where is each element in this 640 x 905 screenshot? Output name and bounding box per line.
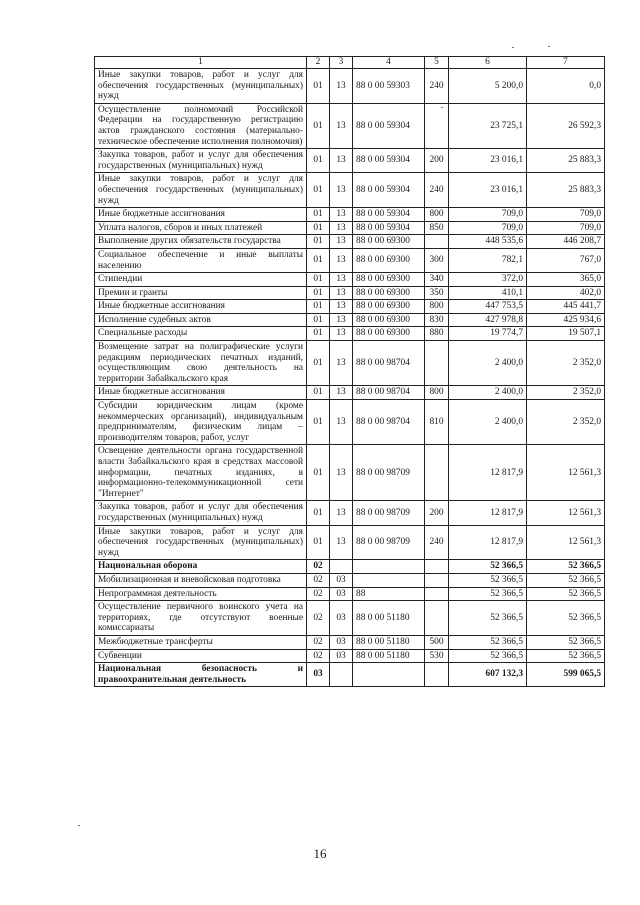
amount-year-2-cell: 25 883,3 — [527, 149, 605, 173]
amount-year-2-cell: 52 366,5 — [527, 587, 605, 601]
amount-year-2-cell: 767,0 — [527, 248, 605, 272]
expense-type-cell: 350 — [425, 286, 449, 300]
table-body — [95, 69, 605, 687]
amount-year-1-cell: 709,0 — [449, 208, 527, 222]
table-row — [95, 286, 605, 300]
amount-year-2-cell: 709,0 — [527, 208, 605, 222]
row-name-cell: Национальная безопасность и правоохранительная деятельность — [95, 663, 307, 687]
row-name-cell: Возмещение затрат на полиграфические услуги редакциям периодических печатных изданий, осуществляющим свою деятельность на территории Забайкальского края — [95, 341, 307, 386]
expense-type-cell — [425, 341, 449, 386]
subsection-code-cell: 13 — [330, 327, 353, 341]
amount-year-1-cell: 52 366,5 — [449, 573, 527, 587]
row-name-cell: Выполнение других обязательств государства — [95, 235, 307, 249]
expense-type-cell — [425, 560, 449, 574]
table-row — [95, 273, 605, 287]
scan-speck — [441, 107, 443, 108]
section-code-cell: 01 — [307, 341, 330, 386]
amount-year-2-cell: 2 352,0 — [527, 341, 605, 386]
amount-year-2-cell: 446 208,7 — [527, 235, 605, 249]
target-article-cell: 88 0 00 59304 — [353, 103, 425, 148]
row-name-cell: Иные бюджетные ассигнования — [95, 208, 307, 222]
table-row — [95, 649, 605, 663]
expense-type-cell — [425, 103, 449, 148]
amount-year-1-cell: 52 366,5 — [449, 635, 527, 649]
amount-year-2-cell: 445 441,7 — [527, 300, 605, 314]
row-name-cell: Иные закупки товаров, работ и услуг для обеспечения государственных (муниципальных) нужд — [95, 173, 307, 208]
row-name-cell: Социальное обеспечение и иные выплаты населению — [95, 248, 307, 272]
amount-year-2-cell: 425 934,6 — [527, 313, 605, 327]
column-header: 7 — [527, 57, 605, 69]
target-article-cell: 88 — [353, 587, 425, 601]
expense-type-cell: 800 — [425, 300, 449, 314]
row-name-cell: Стипендии — [95, 273, 307, 287]
amount-year-1-cell: 52 366,5 — [449, 587, 527, 601]
row-name-cell: Премии и гранты — [95, 286, 307, 300]
row-name-cell: Межбюджетные трансферты — [95, 635, 307, 649]
table-row — [95, 235, 605, 249]
expense-type-cell: 800 — [425, 386, 449, 400]
expense-type-cell — [425, 445, 449, 501]
target-article-cell — [353, 663, 425, 687]
expense-type-cell: 240 — [425, 525, 449, 560]
expense-type-cell: 300 — [425, 248, 449, 272]
target-article-cell: 88 0 00 98704 — [353, 386, 425, 400]
budget-table — [94, 56, 605, 687]
amount-year-2-cell: 19 507,1 — [527, 327, 605, 341]
table-row — [95, 573, 605, 587]
row-name-cell: Освещение деятельности органа государственной власти Забайкальского края в средствах массовой информации, печатных изданиях, в информационно-телекоммуникационной сети "Интернет" — [95, 445, 307, 501]
row-name-cell: Осуществление первичного воинского учета на территориях, где отсутствуют военные комиссариаты — [95, 601, 307, 636]
section-code-cell: 01 — [307, 445, 330, 501]
section-code-cell: 01 — [307, 248, 330, 272]
table-row — [95, 103, 605, 148]
section-code-cell: 02 — [307, 573, 330, 587]
scan-speck — [548, 46, 550, 47]
section-code-cell: 02 — [307, 587, 330, 601]
amount-year-2-cell: 365,0 — [527, 273, 605, 287]
target-article-cell: 88 0 00 69300 — [353, 313, 425, 327]
subsection-code-cell: 13 — [330, 103, 353, 148]
subsection-code-cell: 13 — [330, 445, 353, 501]
amount-year-2-cell: 402,0 — [527, 286, 605, 300]
scan-speck — [78, 825, 80, 826]
subsection-code-cell: 03 — [330, 587, 353, 601]
section-code-cell: 01 — [307, 173, 330, 208]
section-code-cell: 02 — [307, 601, 330, 636]
row-name-cell: Иные бюджетные ассигнования — [95, 386, 307, 400]
section-code-cell: 01 — [307, 386, 330, 400]
target-article-cell: 88 0 00 69300 — [353, 235, 425, 249]
amount-year-2-cell: 599 065,5 — [527, 663, 605, 687]
expense-type-cell — [425, 601, 449, 636]
target-article-cell — [353, 560, 425, 574]
target-article-cell: 88 0 00 59303 — [353, 69, 425, 104]
table-row — [95, 445, 605, 501]
section-code-cell: 01 — [307, 286, 330, 300]
expense-type-cell — [425, 573, 449, 587]
expense-type-cell: 240 — [425, 173, 449, 208]
section-code-cell: 01 — [307, 235, 330, 249]
row-name-cell: Закупка товаров, работ и услуг для обеспечения государственных (муниципальных) нужд — [95, 501, 307, 525]
subsection-code-cell: 13 — [330, 208, 353, 222]
row-name-cell: Закупка товаров, работ и услуг для обеспечения государственных (муниципальных) нужд — [95, 149, 307, 173]
expense-type-cell: 340 — [425, 273, 449, 287]
amount-year-2-cell: 25 883,3 — [527, 173, 605, 208]
table-row — [95, 221, 605, 235]
subsection-code-cell: 13 — [330, 149, 353, 173]
section-code-cell: 01 — [307, 103, 330, 148]
subsection-code-cell: 13 — [330, 525, 353, 560]
amount-year-1-cell: 372,0 — [449, 273, 527, 287]
subsection-code-cell — [330, 663, 353, 687]
target-article-cell: 88 0 00 59304 — [353, 149, 425, 173]
expense-type-cell: 500 — [425, 635, 449, 649]
row-name-cell: Субсидии юридическим лицам (кроме некоммерческих организаций), индивидуальным предпринимателям, физическим лицам – производителям товаров, работ, услуг — [95, 400, 307, 445]
amount-year-1-cell: 607 132,3 — [449, 663, 527, 687]
table-row — [95, 69, 605, 104]
subsection-code-cell: 13 — [330, 386, 353, 400]
expense-type-cell: 800 — [425, 208, 449, 222]
target-article-cell: 88 0 00 69300 — [353, 273, 425, 287]
amount-year-2-cell: 52 366,5 — [527, 573, 605, 587]
target-article-cell: 88 0 00 59304 — [353, 208, 425, 222]
amount-year-2-cell: 52 366,5 — [527, 635, 605, 649]
section-code-cell: 02 — [307, 635, 330, 649]
section-code-cell: 01 — [307, 313, 330, 327]
amount-year-1-cell: 447 753,5 — [449, 300, 527, 314]
amount-year-1-cell: 52 366,5 — [449, 560, 527, 574]
amount-year-1-cell: 5 200,0 — [449, 69, 527, 104]
expense-type-cell: 240 — [425, 69, 449, 104]
scan-speck — [512, 47, 514, 48]
target-article-cell: 88 0 00 51180 — [353, 649, 425, 663]
target-article-cell: 88 0 00 59304 — [353, 221, 425, 235]
amount-year-2-cell: 12 561,3 — [527, 525, 605, 560]
section-code-cell: 01 — [307, 221, 330, 235]
page-number: 16 — [313, 846, 327, 861]
amount-year-1-cell: 410,1 — [449, 286, 527, 300]
table-row — [95, 313, 605, 327]
amount-year-2-cell: 52 366,5 — [527, 649, 605, 663]
row-name-cell: Субвенции — [95, 649, 307, 663]
amount-year-2-cell: 52 366,5 — [527, 601, 605, 636]
expense-type-cell: 200 — [425, 149, 449, 173]
expense-type-cell — [425, 235, 449, 249]
amount-year-1-cell: 52 366,5 — [449, 649, 527, 663]
target-article-cell: 88 0 00 69300 — [353, 248, 425, 272]
expense-type-cell: 850 — [425, 221, 449, 235]
subsection-code-cell: 13 — [330, 400, 353, 445]
table-header-row — [95, 57, 605, 69]
table-row — [95, 386, 605, 400]
amount-year-1-cell: 23 725,1 — [449, 103, 527, 148]
amount-year-2-cell: 26 592,3 — [527, 103, 605, 148]
table-row — [95, 327, 605, 341]
row-name-cell: Иные закупки товаров, работ и услуг для обеспечения государственных (муниципальных) нужд — [95, 69, 307, 104]
amount-year-1-cell: 448 535,6 — [449, 235, 527, 249]
section-code-cell: 01 — [307, 525, 330, 560]
section-code-cell: 01 — [307, 400, 330, 445]
expense-type-cell — [425, 587, 449, 601]
amount-year-1-cell: 782,1 — [449, 248, 527, 272]
column-header: 1 — [95, 57, 307, 69]
target-article-cell: 88 0 00 98704 — [353, 341, 425, 386]
column-header: 3 — [330, 57, 353, 69]
amount-year-1-cell: 12 817,9 — [449, 501, 527, 525]
section-code-cell: 02 — [307, 649, 330, 663]
amount-year-1-cell: 19 774,7 — [449, 327, 527, 341]
row-name-cell: Уплата налогов, сборов и иных платежей — [95, 221, 307, 235]
expense-type-cell: 880 — [425, 327, 449, 341]
section-code-cell: 01 — [307, 273, 330, 287]
section-code-cell: 02 — [307, 560, 330, 574]
amount-year-1-cell: 427 978,8 — [449, 313, 527, 327]
subsection-code-cell: 13 — [330, 273, 353, 287]
section-code-cell: 01 — [307, 327, 330, 341]
table-row — [95, 400, 605, 445]
subsection-code-cell: 13 — [330, 286, 353, 300]
subsection-code-cell: 13 — [330, 235, 353, 249]
expense-type-cell: 810 — [425, 400, 449, 445]
target-article-cell: 88 0 00 98709 — [353, 525, 425, 560]
amount-year-1-cell: 23 016,1 — [449, 149, 527, 173]
column-header: 4 — [353, 57, 425, 69]
table-row — [95, 560, 605, 574]
amount-year-1-cell: 709,0 — [449, 221, 527, 235]
amount-year-2-cell: 12 561,3 — [527, 501, 605, 525]
section-code-cell: 01 — [307, 208, 330, 222]
amount-year-1-cell: 12 817,9 — [449, 525, 527, 560]
row-name-cell: Исполнение судебных актов — [95, 313, 307, 327]
subsection-code-cell: 13 — [330, 341, 353, 386]
section-code-cell: 01 — [307, 69, 330, 104]
row-name-cell: Иные бюджетные ассигнования — [95, 300, 307, 314]
amount-year-2-cell: 12 561,3 — [527, 445, 605, 501]
subsection-code-cell: 03 — [330, 573, 353, 587]
amount-year-1-cell: 2 400,0 — [449, 400, 527, 445]
target-article-cell: 88 0 00 69300 — [353, 300, 425, 314]
subsection-code-cell: 13 — [330, 173, 353, 208]
expense-type-cell: 830 — [425, 313, 449, 327]
amount-year-1-cell: 2 400,0 — [449, 386, 527, 400]
subsection-code-cell: 13 — [330, 501, 353, 525]
amount-year-2-cell: 709,0 — [527, 221, 605, 235]
amount-year-1-cell: 2 400,0 — [449, 341, 527, 386]
subsection-code-cell: 13 — [330, 313, 353, 327]
target-article-cell: 88 0 00 51180 — [353, 635, 425, 649]
subsection-code-cell — [330, 560, 353, 574]
amount-year-2-cell: 2 352,0 — [527, 400, 605, 445]
column-header: 2 — [307, 57, 330, 69]
target-article-cell — [353, 573, 425, 587]
target-article-cell: 88 0 00 59304 — [353, 173, 425, 208]
row-name-cell: Национальная оборона — [95, 560, 307, 574]
target-article-cell: 88 0 00 69300 — [353, 286, 425, 300]
amount-year-1-cell: 12 817,9 — [449, 445, 527, 501]
target-article-cell: 88 0 00 98709 — [353, 501, 425, 525]
subsection-code-cell: 03 — [330, 635, 353, 649]
row-name-cell: Специальные расходы — [95, 327, 307, 341]
table-row — [95, 501, 605, 525]
amount-year-2-cell: 52 366,5 — [527, 560, 605, 574]
column-header: 5 — [425, 57, 449, 69]
target-article-cell: 88 0 00 51180 — [353, 601, 425, 636]
table-row — [95, 300, 605, 314]
table-row — [95, 587, 605, 601]
section-code-cell: 01 — [307, 501, 330, 525]
table-row — [95, 525, 605, 560]
section-code-cell: 01 — [307, 149, 330, 173]
table-row — [95, 601, 605, 636]
amount-year-2-cell: 0,0 — [527, 69, 605, 104]
amount-year-1-cell: 52 366,5 — [449, 601, 527, 636]
subsection-code-cell: 13 — [330, 300, 353, 314]
subsection-code-cell: 03 — [330, 649, 353, 663]
row-name-cell: Непрограммная деятельность — [95, 587, 307, 601]
column-header: 6 — [449, 57, 527, 69]
subsection-code-cell: 13 — [330, 221, 353, 235]
table-row — [95, 341, 605, 386]
row-name-cell: Мобилизационная и вневойсковая подготовка — [95, 573, 307, 587]
table-row — [95, 208, 605, 222]
target-article-cell: 88 0 00 69300 — [353, 327, 425, 341]
subsection-code-cell: 13 — [330, 248, 353, 272]
table-row — [95, 149, 605, 173]
section-code-cell: 03 — [307, 663, 330, 687]
table-row — [95, 663, 605, 687]
section-code-cell: 01 — [307, 300, 330, 314]
row-name-cell: Осуществление полномочий Российской Федерации на государственную регистрацию актов гражданского состояния (материально-техническое обеспечение исполнения полномочия) — [95, 103, 307, 148]
amount-year-2-cell: 2 352,0 — [527, 386, 605, 400]
expense-type-cell: 530 — [425, 649, 449, 663]
table-row — [95, 248, 605, 272]
table-row — [95, 173, 605, 208]
subsection-code-cell: 03 — [330, 601, 353, 636]
row-name-cell: Иные закупки товаров, работ и услуг для обеспечения государственных (муниципальных) нужд — [95, 525, 307, 560]
target-article-cell: 88 0 00 98709 — [353, 445, 425, 501]
subsection-code-cell: 13 — [330, 69, 353, 104]
expense-type-cell — [425, 663, 449, 687]
table-row — [95, 635, 605, 649]
expense-type-cell: 200 — [425, 501, 449, 525]
target-article-cell: 88 0 00 98704 — [353, 400, 425, 445]
amount-year-1-cell: 23 016,1 — [449, 173, 527, 208]
